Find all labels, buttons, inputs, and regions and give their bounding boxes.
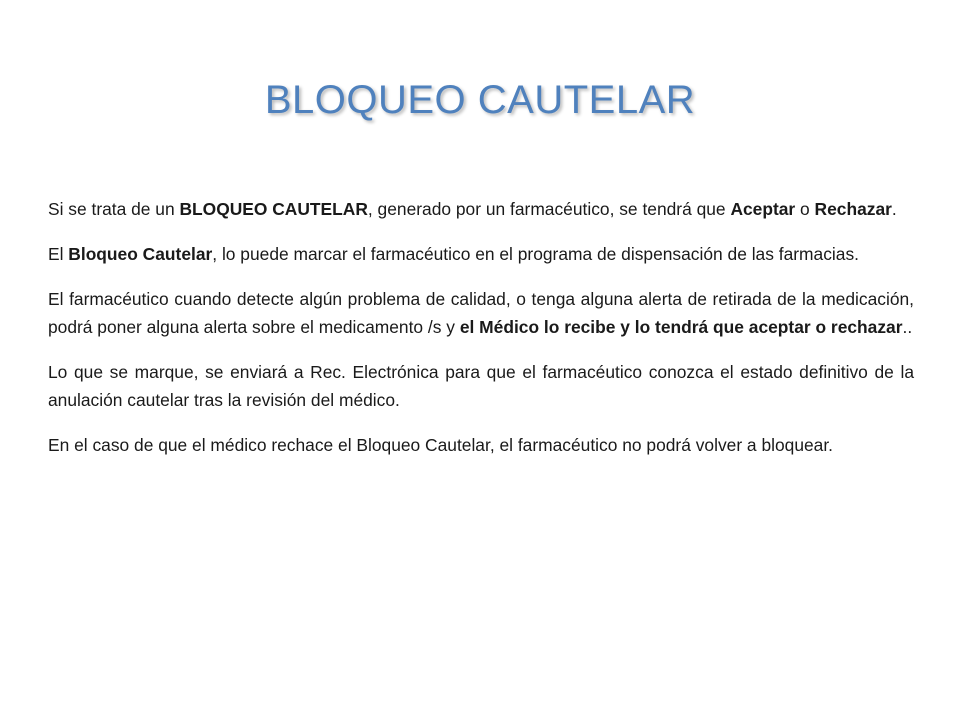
paragraph-1-text-3: o <box>795 199 815 219</box>
paragraph-4-text-1: Lo que se marque, se enviará a Rec. Electrónica para que el farmacéutico conozca el estado definitivo de la anulación cautelar tras la revisión del médico. <box>48 362 914 410</box>
paragraph-5-text-1: En el caso de que el médico rechace el Bloqueo Cautelar, el farmacéutico no podrá volver a bloquear. <box>48 435 833 455</box>
paragraph-4 <box>48 358 914 414</box>
paragraph-3-text-1: El farmacéutico cuando detecte algún problema de calidad, o tenga alguna alerta de retirada de la medicación, podrá poner alguna alerta sobre el medicamento /s y <box>48 289 914 337</box>
paragraph-5 <box>48 431 914 459</box>
paragraph-3-text-2: .. <box>902 317 913 337</box>
paragraph-3 <box>48 285 914 341</box>
paragraph-2-text-1: El <box>48 244 69 264</box>
paragraph-2 <box>48 240 914 268</box>
paragraph-1-text-1: Si se trata de un <box>48 199 180 219</box>
paragraph-1 <box>48 195 914 223</box>
slide-title: BLOQUEO CAUTELAR <box>264 78 696 122</box>
paragraph-2-bold-bloqueo-cautelar: Bloqueo Cautelar <box>68 244 213 264</box>
paragraph-3-bold-medico: el Médico lo recibe y lo tendrá que aceptar o rechazar <box>459 317 903 337</box>
paragraph-1-bold-rechazar: Rechazar <box>814 199 892 219</box>
paragraph-1-bold-aceptar: Aceptar <box>730 199 796 219</box>
paragraph-1-bold-bloqueo: BLOQUEO CAUTELAR <box>179 199 368 219</box>
paragraph-1-text-4: . <box>891 199 897 219</box>
paragraph-1-text-2: , generado por un farmacéutico, se tendrá que <box>367 199 731 219</box>
slide-body <box>48 195 914 476</box>
paragraph-2-text-2: , lo puede marcar el farmacéutico en el programa de dispensación de las farmacias. <box>212 244 859 264</box>
